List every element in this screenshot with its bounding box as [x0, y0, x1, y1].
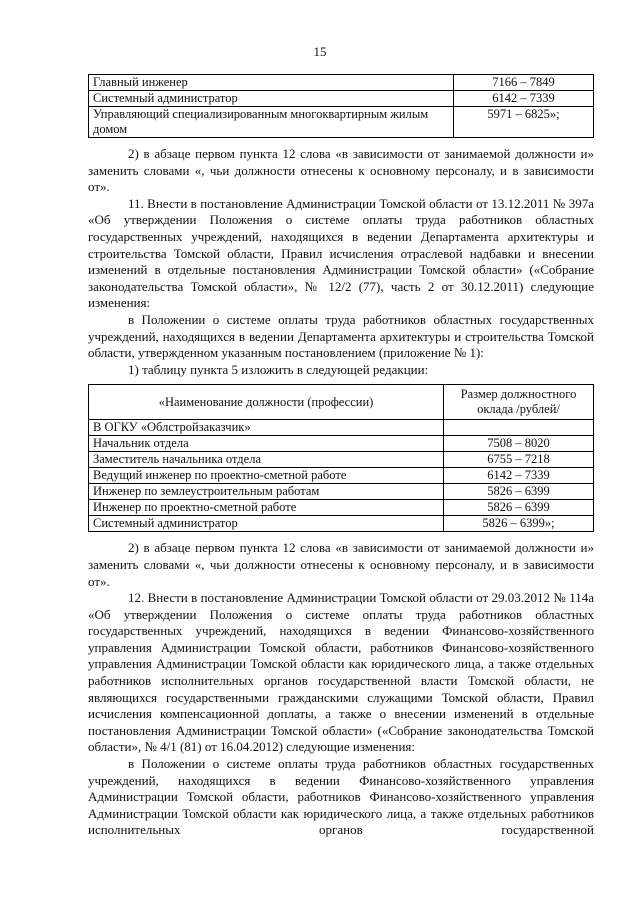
table-row — [89, 516, 594, 532]
paragraph-amendment-a: 2) в абзаце первом пункта 12 слова «в зависимости от занимаемой должности и» заменить словами «, чьи должности отнесены к основному персоналу, и в зависимости от». — [88, 146, 594, 195]
salary-cell: 7508 – 8020 — [444, 436, 594, 452]
salary-cell: 5826 – 6399»; — [444, 516, 594, 532]
table-row — [89, 420, 594, 436]
position-cell: Ведущий инженер по проектно-сметной работе — [89, 468, 444, 484]
table-row — [89, 107, 594, 138]
table-row — [89, 452, 594, 468]
paragraph-amendment-d: 2) в абзаце первом пункта 12 слова «в зависимости от занимаемой должности и» заменить словами «, чьи должности отнесены к основному персоналу, и в зависимости от». — [88, 540, 594, 589]
page-number: 15 — [313, 44, 327, 59]
position-cell: Главный инженер — [89, 75, 454, 91]
position-cell: Управляющий специализированным многоквартирным жилым домом — [89, 107, 454, 138]
paragraph-item-12: 12. Внести в постановление Администрации Томской области от 29.03.2012 № 114а «Об утверждении Положения о системе оплаты труда работников областных государственных учреждений, находящихся в ведении Финансово-хозяйственного управления Администрации Томской области, работников Финансово-хозяйственного управления Администрации Томской области как юридического лица, а также отдельных работников исполнительных органов государственной власти Томской области, не являющихся государственными гражданскими служащими Томской области, Правил исчисления компенсационной доплаты, а также о внесении изменений в отдельные постановления Администрации Томской области» («Собрание законодательства Томской области», № 4/1 (81) от 16.04.2012) следующие изменения: — [88, 590, 594, 755]
paragraph-amendment-c: 1) таблицу пункта 5 изложить в следующей редакции: — [128, 361, 429, 377]
table-row — [89, 500, 594, 516]
table-row — [89, 436, 594, 452]
position-cell: В ОГКУ «Облстройзаказчик» — [89, 420, 444, 436]
position-cell: Начальник отдела — [89, 436, 444, 452]
paragraph-amendment-e: в Положении о системе оплаты труда работников областных государственных учреждений, находящихся в ведении Финансово-хозяйственного управления Администрации Томской области, работников Финансово-хозяйственного управления Администрации Томской области как юридического лица, а также отдельных работников исполнительных органов государственной — [88, 756, 594, 838]
header-position: «Наименование должности (профессии) — [89, 385, 444, 420]
position-cell: Системный администратор — [89, 91, 454, 107]
salary-table-2 — [88, 384, 594, 532]
table-row — [89, 484, 594, 500]
salary-cell: 6142 – 7339 — [444, 468, 594, 484]
table-row — [89, 91, 594, 107]
document-body — [88, 74, 594, 839]
salary-cell: 7166 – 7849 — [454, 75, 594, 91]
header-salary: Размер должностного оклада /рублей/ — [444, 385, 594, 420]
salary-cell: 6142 – 7339 — [454, 91, 594, 107]
position-cell: Инженер по землеустроительным работам — [89, 484, 444, 500]
salary-table-1 — [88, 74, 594, 138]
position-cell: Заместитель начальника отдела — [89, 452, 444, 468]
position-cell: Инженер по проектно-сметной работе — [89, 500, 444, 516]
table-header-row — [89, 385, 594, 420]
salary-cell: 6755 – 7218 — [444, 452, 594, 468]
salary-cell: 5971 – 6825»; — [454, 107, 594, 138]
salary-cell — [444, 420, 594, 436]
table-row — [89, 75, 594, 91]
salary-cell: 5826 – 6399 — [444, 500, 594, 516]
paragraph-item-11: 11. Внести в постановление Администрации Томской области от 13.12.2011 № 397а «Об утверждении Положения о системе оплаты труда работников областных государственных учреждений, находящихся в ведении Департамента архитектуры и строительства Томской области, Правил исчисления отраслевой надбавки и внесении изменений в отдельные постановления Администрации Томской области» («Собрание законодательства Томской области», № 12/2 (77), часть 2 от 30.12.2011) следующие изменения: — [88, 195, 594, 311]
salary-cell: 5826 – 6399 — [444, 484, 594, 500]
paragraph-amendment-b: в Положении о системе оплаты труда работников областных государственных учреждений, находящихся в ведении Департамента архитектуры и строительства Томской области, утвержденном указанным постановлением (приложение № 1): — [88, 311, 594, 361]
table-row — [89, 468, 594, 484]
position-cell: Системный администратор — [89, 516, 444, 532]
